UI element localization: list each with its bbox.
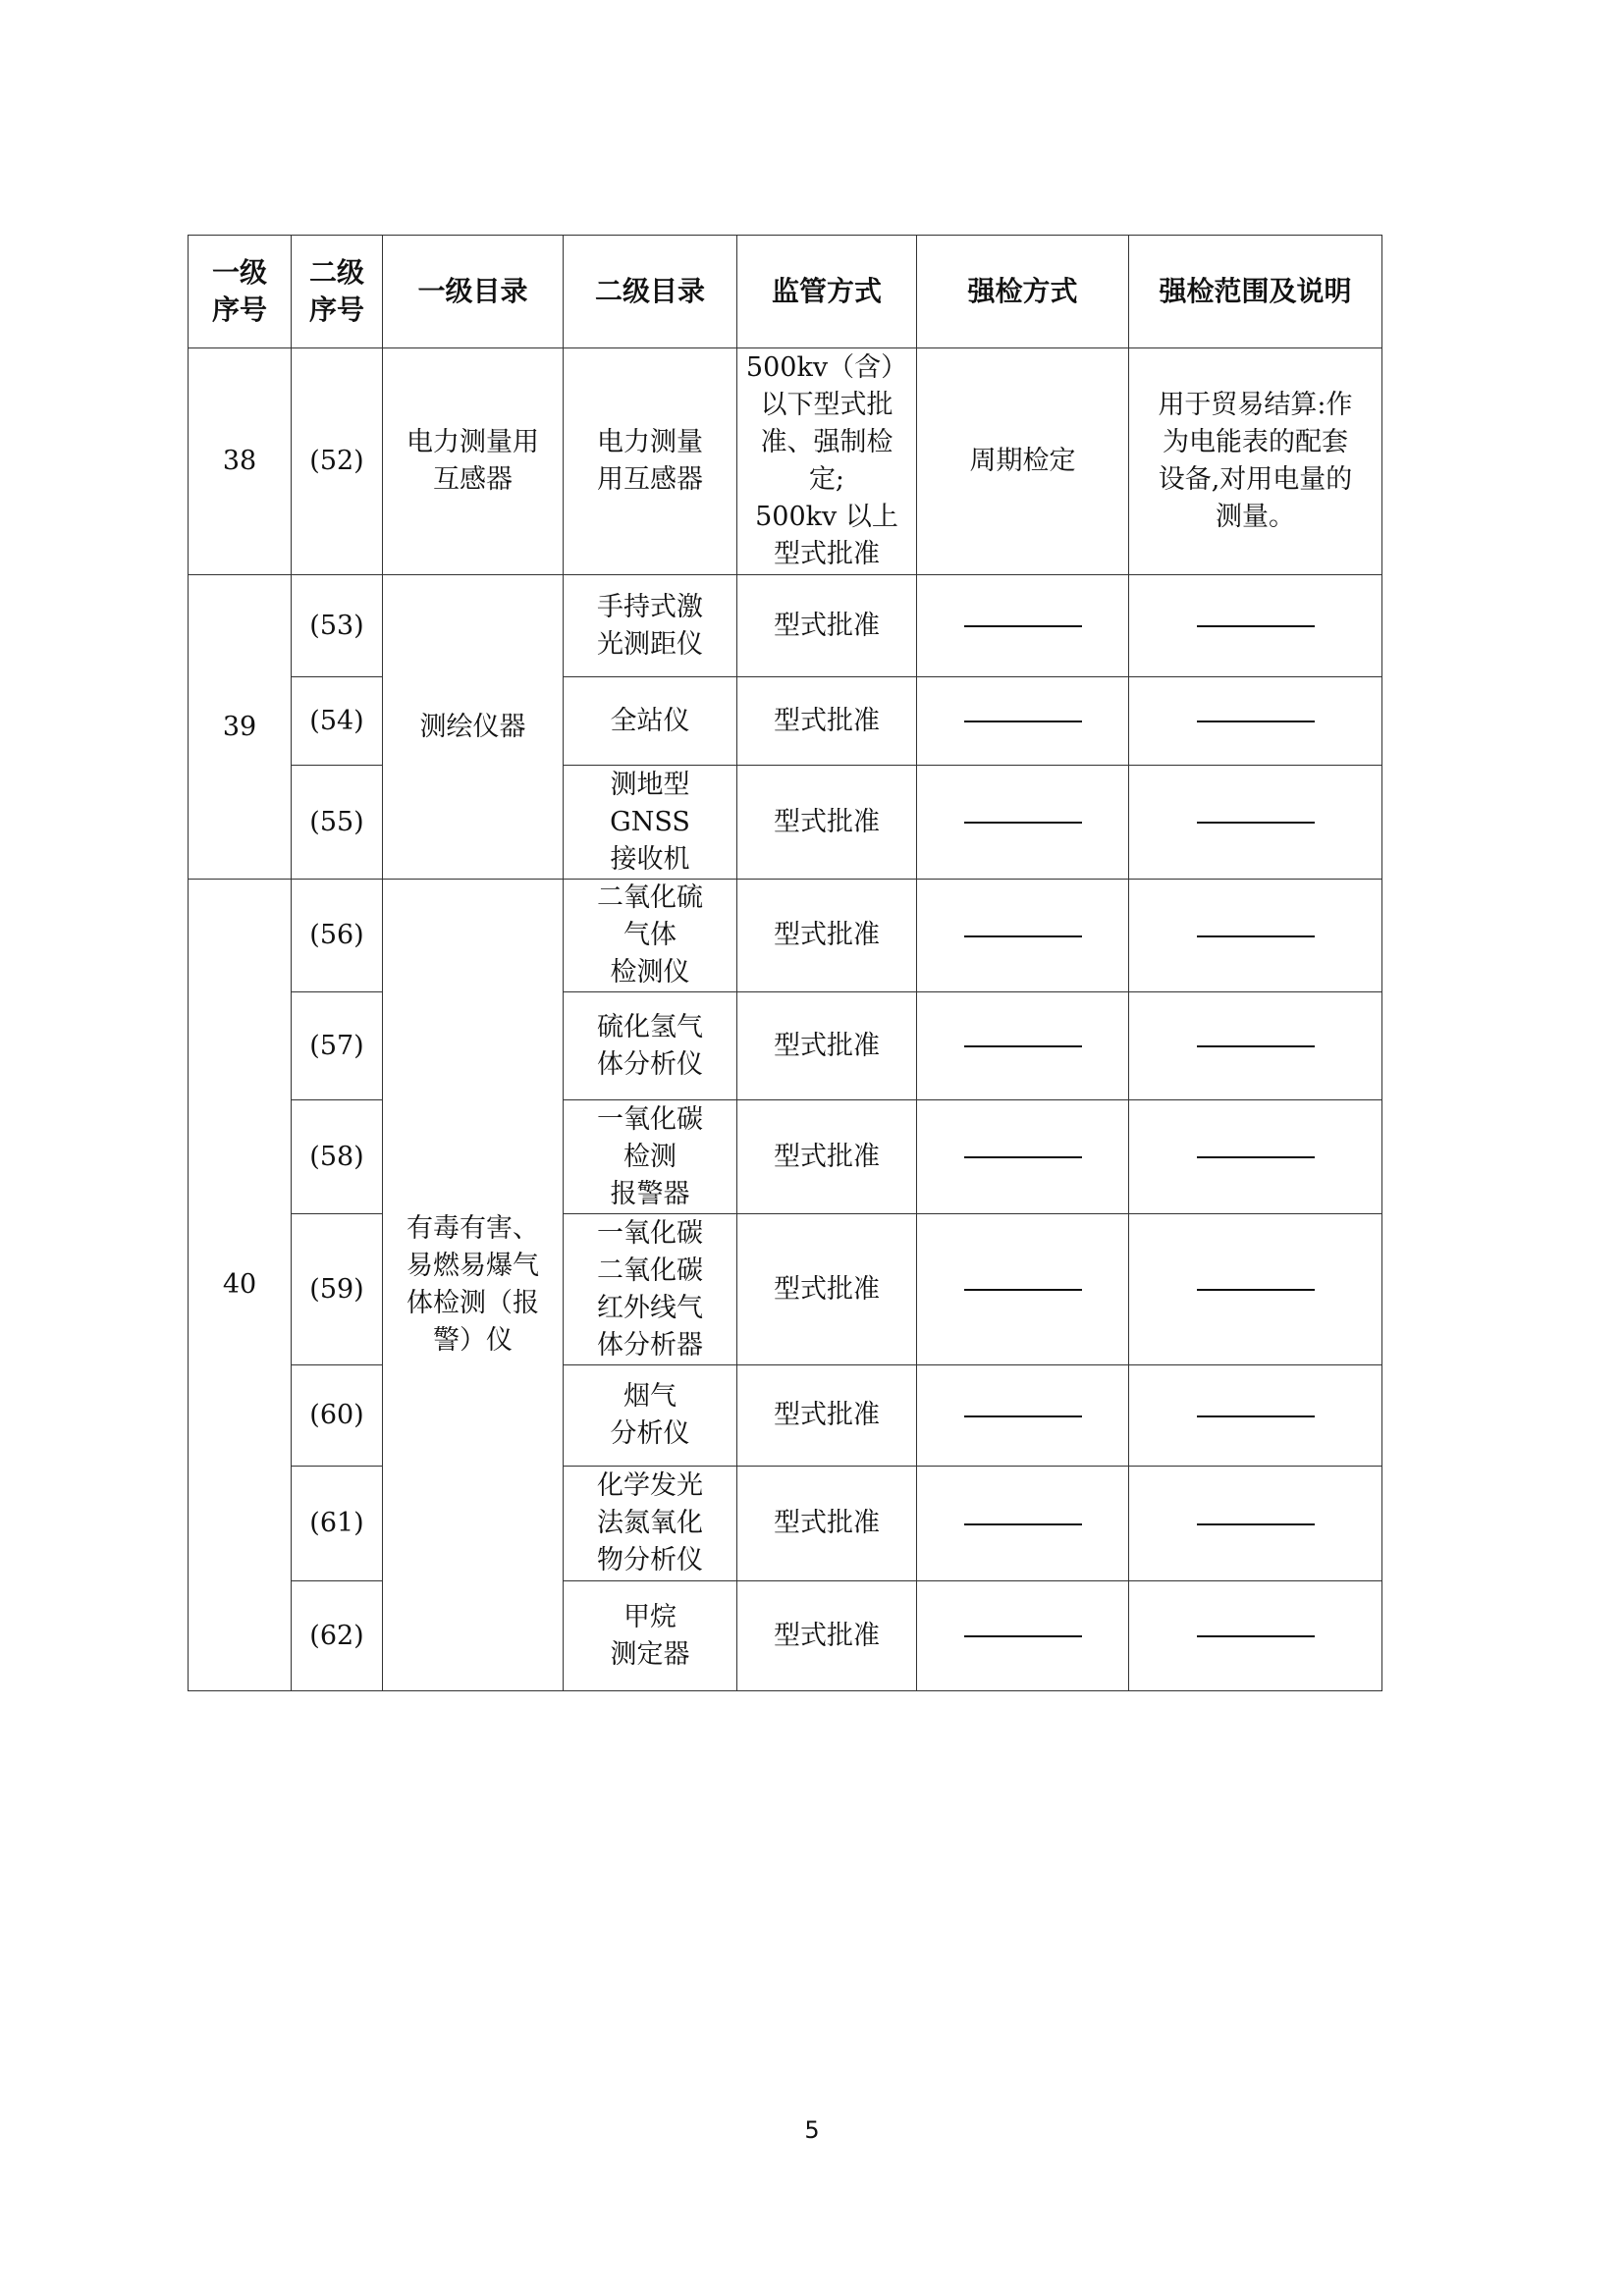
header-scope: 强检范围及说明 bbox=[1129, 236, 1382, 348]
supervision-method: 型式批准 bbox=[737, 677, 917, 766]
scope-empty bbox=[1129, 992, 1382, 1100]
supervision-method: 型式批准 bbox=[737, 1214, 917, 1365]
empty-dash bbox=[964, 1635, 1082, 1637]
supervision-method: 型式批准 bbox=[737, 1365, 917, 1467]
l2-category: 手持式激 光测距仪 bbox=[564, 575, 737, 677]
empty-dash bbox=[964, 625, 1082, 627]
l2-category: 全站仪 bbox=[564, 677, 737, 766]
supervision-method: 型式批准 bbox=[737, 992, 917, 1100]
l2-number: (62) bbox=[292, 1581, 383, 1691]
scope-empty bbox=[1129, 880, 1382, 992]
table-row bbox=[189, 1100, 1382, 1214]
header-l2-no: 二级 序号 bbox=[292, 236, 383, 348]
empty-dash bbox=[964, 1415, 1082, 1417]
l2-category: 硫化氢气 体分析仪 bbox=[564, 992, 737, 1100]
supervision-method: 型式批准 bbox=[737, 1581, 917, 1691]
l2-category: 一氧化碳 二氧化碳 红外线气 体分析器 bbox=[564, 1214, 737, 1365]
supervision-method: 型式批准 bbox=[737, 1100, 917, 1214]
scope-empty bbox=[1129, 575, 1382, 677]
scope-empty bbox=[1129, 1365, 1382, 1467]
inspection-empty bbox=[917, 575, 1129, 677]
table-row bbox=[189, 992, 1382, 1100]
supervision-method: 型式批准 bbox=[737, 766, 917, 880]
l2-category: 甲烷 测定器 bbox=[564, 1581, 737, 1691]
l1-number: 39 bbox=[189, 575, 292, 880]
l2-category: 测地型 GNSS 接收机 bbox=[564, 766, 737, 880]
header-inspection: 强检方式 bbox=[917, 236, 1129, 348]
table-row bbox=[189, 1214, 1382, 1365]
empty-dash bbox=[964, 1045, 1082, 1047]
empty-dash bbox=[964, 1156, 1082, 1158]
l2-number: (55) bbox=[292, 766, 383, 880]
l2-number: (59) bbox=[292, 1214, 383, 1365]
scope-empty bbox=[1129, 1581, 1382, 1691]
empty-dash bbox=[1197, 721, 1315, 722]
table-row bbox=[189, 880, 1382, 992]
empty-dash bbox=[1197, 1289, 1315, 1291]
empty-dash bbox=[964, 1523, 1082, 1525]
empty-dash bbox=[1197, 1635, 1315, 1637]
inspection-empty bbox=[917, 677, 1129, 766]
l1-category: 有毒有害、 易燃易爆气 体检测（报 警）仪 bbox=[383, 880, 564, 1691]
table-row bbox=[189, 1581, 1382, 1691]
l2-number: (56) bbox=[292, 880, 383, 992]
l2-category: 电力测量 用互感器 bbox=[564, 348, 737, 575]
scope-empty bbox=[1129, 1467, 1382, 1581]
empty-dash bbox=[964, 721, 1082, 722]
inspection-empty bbox=[917, 1581, 1129, 1691]
l2-number: (58) bbox=[292, 1100, 383, 1214]
l2-number: (54) bbox=[292, 677, 383, 766]
page-number: 5 bbox=[804, 2116, 820, 2144]
inspection-empty bbox=[917, 880, 1129, 992]
table-row bbox=[189, 1467, 1382, 1581]
l2-category: 二氧化硫 气体 检测仪 bbox=[564, 880, 737, 992]
empty-dash bbox=[964, 1289, 1082, 1291]
header-l2-category: 二级目录 bbox=[564, 236, 737, 348]
table-row bbox=[189, 348, 1382, 575]
empty-dash bbox=[1197, 1045, 1315, 1047]
supervision-method: 型式批准 bbox=[737, 880, 917, 992]
l2-number: (53) bbox=[292, 575, 383, 677]
l2-number: (57) bbox=[292, 992, 383, 1100]
scope-empty bbox=[1129, 677, 1382, 766]
scope-empty bbox=[1129, 766, 1382, 880]
l2-category: 一氧化碳 检测 报警器 bbox=[564, 1100, 737, 1214]
header-row bbox=[189, 236, 1382, 348]
scope-description: 用于贸易结算:作 为电能表的配套 设备,对用电量的 测量。 bbox=[1129, 348, 1382, 575]
inspection-empty bbox=[917, 766, 1129, 880]
l2-category: 烟气 分析仪 bbox=[564, 1365, 737, 1467]
inspection-empty bbox=[917, 1214, 1129, 1365]
l2-number: (61) bbox=[292, 1467, 383, 1581]
catalog-table bbox=[188, 235, 1382, 1691]
empty-dash bbox=[1197, 1415, 1315, 1417]
empty-dash bbox=[964, 935, 1082, 937]
scope-empty bbox=[1129, 1100, 1382, 1214]
inspection-empty bbox=[917, 1100, 1129, 1214]
l1-category: 电力测量用 互感器 bbox=[383, 348, 564, 575]
empty-dash bbox=[1197, 1156, 1315, 1158]
l1-number: 38 bbox=[189, 348, 292, 575]
l2-number: (60) bbox=[292, 1365, 383, 1467]
inspection-method: 周期检定 bbox=[917, 348, 1129, 575]
header-l1-no: 一级 序号 bbox=[189, 236, 292, 348]
l1-number: 40 bbox=[189, 880, 292, 1691]
supervision-method: 500kv（含） 以下型式批 准、强制检 定; 500kv 以上 型式批准 bbox=[737, 348, 917, 575]
table-row bbox=[189, 766, 1382, 880]
empty-dash bbox=[964, 822, 1082, 824]
empty-dash bbox=[1197, 935, 1315, 937]
inspection-empty bbox=[917, 1365, 1129, 1467]
inspection-empty bbox=[917, 992, 1129, 1100]
table-row bbox=[189, 1365, 1382, 1467]
supervision-method: 型式批准 bbox=[737, 575, 917, 677]
header-l1-category: 一级目录 bbox=[383, 236, 564, 348]
supervision-method: 型式批准 bbox=[737, 1467, 917, 1581]
empty-dash bbox=[1197, 1523, 1315, 1525]
scope-empty bbox=[1129, 1214, 1382, 1365]
l2-number: (52) bbox=[292, 348, 383, 575]
table-row bbox=[189, 575, 1382, 677]
l1-category: 测绘仪器 bbox=[383, 575, 564, 880]
header-supervision: 监管方式 bbox=[737, 236, 917, 348]
inspection-empty bbox=[917, 1467, 1129, 1581]
table-row bbox=[189, 677, 1382, 766]
l2-category: 化学发光 法氮氧化 物分析仪 bbox=[564, 1467, 737, 1581]
empty-dash bbox=[1197, 625, 1315, 627]
empty-dash bbox=[1197, 822, 1315, 824]
